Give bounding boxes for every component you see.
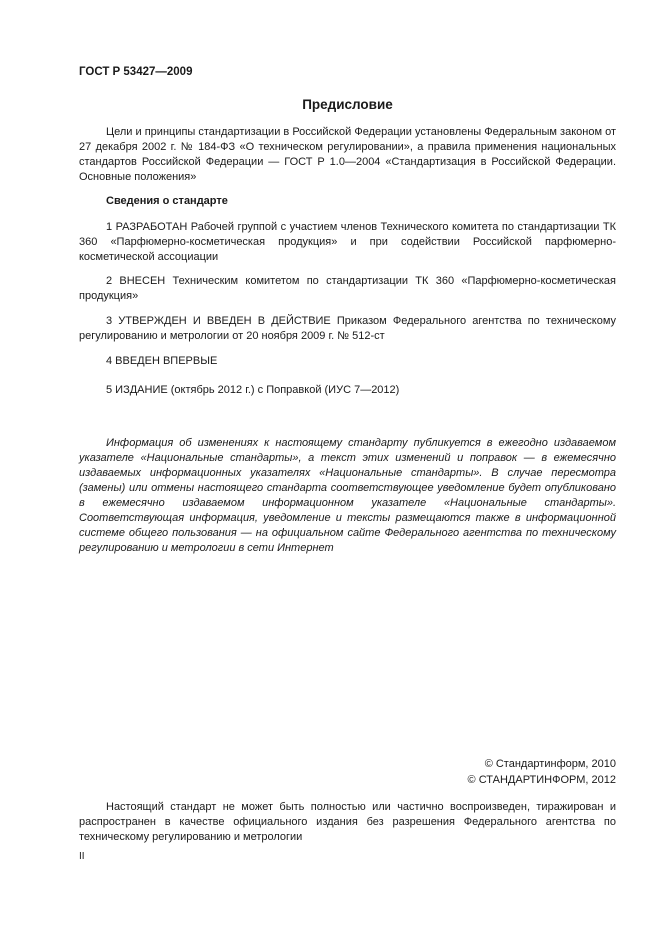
item-3-text: Приказом Федерального агентства по техническому регулированию и метрологии от 20 ноября 2009 г. № 512-ст (79, 315, 616, 342)
section-subheading: Сведения о стандарте (106, 195, 228, 207)
item-2-label: 2 ВНЕСЕН (106, 275, 166, 287)
page-number: II (79, 851, 85, 862)
reproduction-rights-notice: Настоящий стандарт не может быть полностью или частично воспроизведен, тиражирован и распространен в качестве официального издания без разрешения Федерального агентства по техническому регулированию и метрологии (79, 801, 616, 843)
standard-info-item-3 (79, 314, 616, 344)
standard-info-item-4 (79, 354, 616, 369)
changes-notice: Информация об изменениях к настоящему стандарту публикуется в ежегодно издаваемом указателе «Национальные стандарты», а текст этих изменений и поправок — в ежемесячно издаваемых информационных указателях «Национальные стандарты». В случае пересмотра (замены) или отмены настоящего стандарта соответствующее уведомление будет опубликовано в ежемесячно издаваемом информационном указателе «Национальные стандарты». Соответствующая информация, уведомление и тексты размещаются также в информационной системе общего пользования — на официальном сайте Федерального агентства по техническому регулированию и метрологии в сети Интернет (79, 437, 616, 554)
item-5-label: 5 ИЗДАНИЕ (106, 384, 168, 396)
copyright-line-2012: © СТАНДАРТИНФОРМ, 2012 (467, 774, 616, 786)
document-code: ГОСТ Р 53427—2009 (79, 66, 193, 78)
item-2-text: Техническим комитетом по стандартизации ТК 360 «Парфюмерно-косметическая продукция» (79, 275, 616, 302)
item-1-text: Рабочей группой с участием членов Технического комитета по стандартизации ТК 360 «Парфюмерно-косметическая продукция» и при содействии Российской парфюмерно-косметической ассоциации (79, 221, 617, 263)
copyright-line-2010: © Стандартинформ, 2010 (484, 758, 616, 770)
item-4-label: 4 ВВЕДЕН ВПЕРВЫЕ (106, 355, 218, 367)
page-title: Предисловие (302, 97, 393, 112)
item-1-label: 1 РАЗРАБОТАН (106, 221, 188, 233)
standard-info-item-2 (79, 274, 616, 304)
standard-info-item-1 (79, 220, 616, 265)
item-3-label: 3 УТВЕРЖДЕН И ВВЕДЕН В ДЕЙСТВИЕ (106, 315, 331, 327)
intro-paragraph: Цели и принципы стандартизации в Российской Федерации установлены Федеральным законом от 27 декабря 2002 г. № 184-ФЗ «О техническом регулировании», а правила применения национальных стандартов Российской Федерации — ГОСТ Р 1.0—2004 «Стандартизация в Российской Федерации. Основные положения» (79, 126, 616, 183)
standard-info-item-5 (79, 383, 616, 398)
item-5-text: (октябрь 2012 г.) с Поправкой (ИУС 7—2012) (167, 384, 400, 396)
